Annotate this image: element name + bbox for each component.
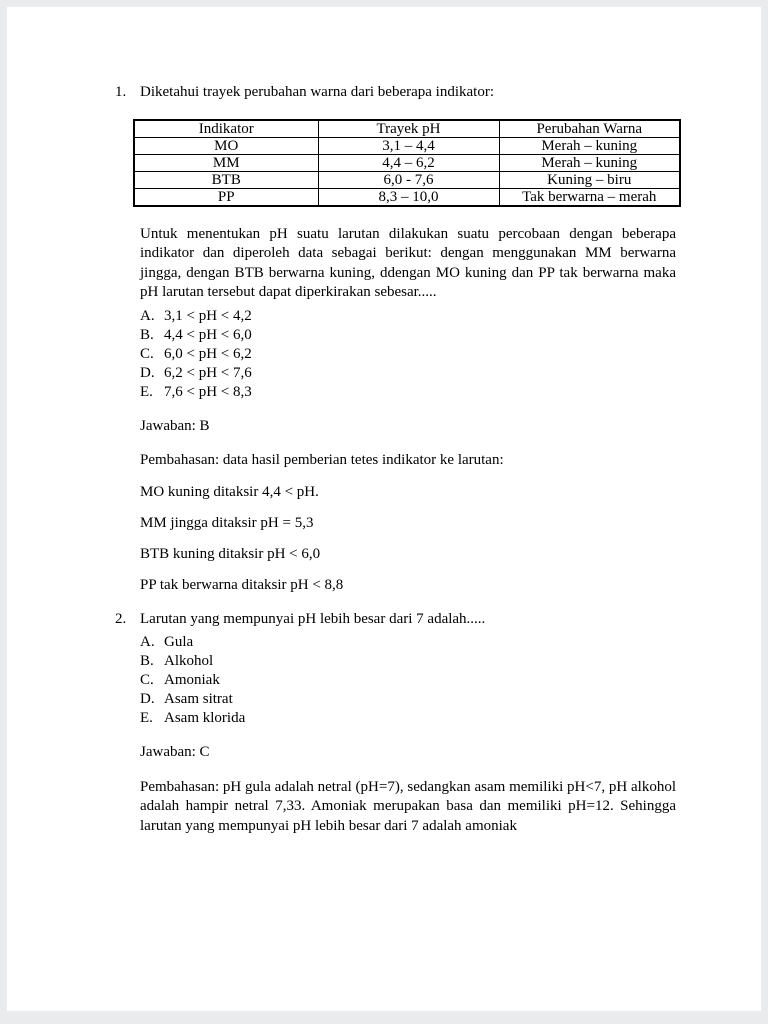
option-text: Amoniak <box>164 672 220 688</box>
option-letter: E. <box>140 383 153 400</box>
table-row <box>134 154 680 171</box>
option-text: 6,2 < pH < 7,6 <box>164 364 252 381</box>
question-1-options <box>115 307 676 402</box>
option-text: 7,6 < pH < 8,3 <box>164 383 252 400</box>
option-letter: E. <box>140 710 153 726</box>
discussion-2-paragraph: Pembahasan: pH gula adalah netral (pH=7), sedangkan asam memiliki pH<7, pH alkohol adalah hampir netral 7,33. Amoniak merupakan basa dan memiliki pH=12. Sehingga larutan yang mempunyai pH lebih besar dari 7 adalah amoniak <box>140 778 676 834</box>
table-cell: 6,0 - 7,6 <box>318 171 499 188</box>
table-row <box>134 188 680 206</box>
table-header-indikator: Indikator <box>134 120 318 138</box>
discussion-1-line: MM jingga ditaksir pH = 5,3 <box>140 514 314 531</box>
option-d <box>115 690 676 709</box>
option-b <box>115 652 676 671</box>
option-c <box>115 345 676 364</box>
answer-2: Jawaban: C <box>140 744 210 760</box>
table-cell: BTB <box>134 171 318 188</box>
option-letter: D. <box>140 691 155 707</box>
table-cell: PP <box>134 188 318 206</box>
question-2-options <box>115 633 676 728</box>
option-text: 4,4 < pH < 6,0 <box>164 326 252 343</box>
option-text: Asam sitrat <box>164 691 233 707</box>
option-letter: A. <box>140 634 155 650</box>
table-header-row <box>134 120 680 138</box>
option-text: Gula <box>164 634 194 650</box>
discussion-1-line: PP tak berwarna ditaksir pH < 8,8 <box>140 576 344 593</box>
indicator-table <box>133 119 681 207</box>
option-e <box>115 709 676 728</box>
option-letter: C. <box>140 345 154 362</box>
question-2-heading <box>115 610 676 630</box>
answer-1: Jawaban: B <box>140 417 210 434</box>
table-row <box>134 171 680 188</box>
option-c <box>115 671 676 690</box>
question-2-number: 2. <box>115 610 127 627</box>
option-e <box>115 383 676 402</box>
table-cell: Tak berwarna – merah <box>499 188 680 206</box>
discussion-1-intro: Pembahasan: data hasil pemberian tetes indikator ke larutan: <box>140 452 504 468</box>
table-cell: 8,3 – 10,0 <box>318 188 499 206</box>
question-1-paragraph: Untuk menentukan pH suatu larutan dilakukan suatu percobaan dengan beberapa indikator dan diperoleh data sebagai berikut: dengan menggunakan MM berwarna jingga, dengan BTB berwarna kuning, ddengan MO kuning dan PP tak berwarna maka pH larutan tersebut dapat diperkirakan sebesar..... <box>140 225 676 300</box>
option-text: Asam klorida <box>164 710 246 726</box>
option-a <box>115 307 676 326</box>
option-text: Alkohol <box>164 653 214 669</box>
table-row <box>134 137 680 154</box>
document-content <box>7 7 761 836</box>
option-letter: A. <box>140 307 155 324</box>
table-cell: 3,1 – 4,4 <box>318 137 499 154</box>
option-letter: B. <box>140 326 154 343</box>
question-1-heading <box>115 83 676 103</box>
table-cell: Merah – kuning <box>499 137 680 154</box>
question-1-text: Diketahui trayek perubahan warna dari beberapa indikator: <box>140 84 495 100</box>
table-cell: Merah – kuning <box>499 154 680 171</box>
option-b <box>115 326 676 345</box>
table-cell: Kuning – biru <box>499 171 680 188</box>
option-a <box>115 633 676 652</box>
table-header-perubahan-warna: Perubahan Warna <box>499 120 680 138</box>
option-text: 6,0 < pH < 6,2 <box>164 345 252 362</box>
table-cell: 4,4 – 6,2 <box>318 154 499 171</box>
table-header-trayek-ph: Trayek pH <box>318 120 499 138</box>
document-page <box>7 7 761 1011</box>
question-2-text: Larutan yang mempunyai pH lebih besar dari 7 adalah..... <box>140 610 486 627</box>
option-d <box>115 364 676 383</box>
discussion-1-line: MO kuning ditaksir 4,4 < pH. <box>140 483 319 500</box>
table-cell: MM <box>134 154 318 171</box>
question-1-number: 1. <box>115 84 127 100</box>
option-text: 3,1 < pH < 4,2 <box>164 307 252 324</box>
option-letter: B. <box>140 653 154 669</box>
table-cell: MO <box>134 137 318 154</box>
option-letter: C. <box>140 672 154 688</box>
option-letter: D. <box>140 364 155 381</box>
discussion-1-line: BTB kuning ditaksir pH < 6,0 <box>140 545 321 562</box>
